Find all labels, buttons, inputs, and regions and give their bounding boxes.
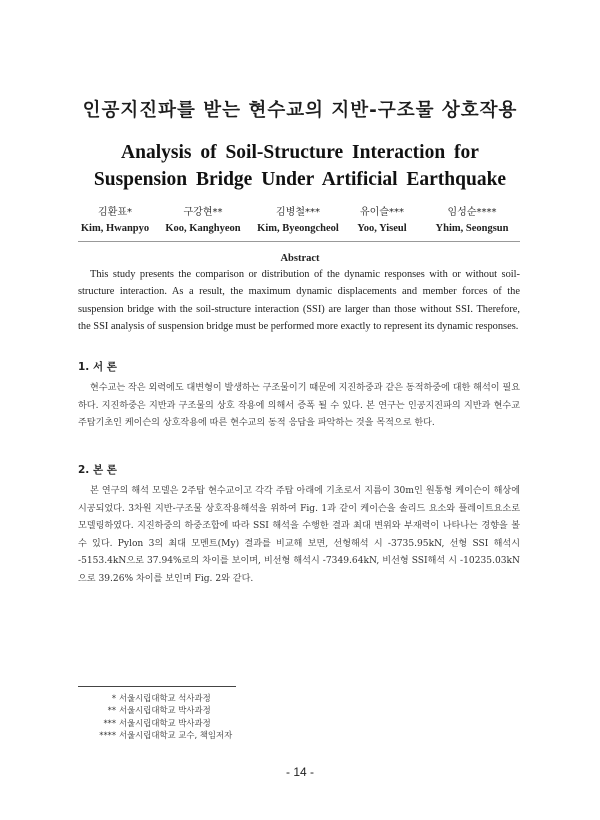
footnote-1-text: 서울시립대학교 석사과정	[119, 693, 211, 703]
footnote-3-text: 서울시립대학교 박사과정	[119, 717, 211, 728]
author-5-korean-name: 임성순****	[447, 207, 497, 218]
footnote-1	[78, 692, 378, 704]
author-2-korean-name: 구강현**	[183, 207, 223, 218]
footnote-1-mark: *	[111, 693, 116, 703]
footnote-4-text: 서울시립대학교 교수, 책임저자	[119, 730, 233, 741]
paper-title-english-line-1: Analysis of Soil-Structure Interaction for	[121, 142, 479, 163]
abstract-text: This study presents the comparison or distribution of the dynamic responses with or without soil-structure interaction. As a result, the maximum dynamic displacements and member forces of the suspension bridge with the soil-structure interaction (SSI) are larger than those without SSI. Therefore, the SSI analysis of suspension bridge must be performed more exactly to represent its dynamic responses.	[78, 269, 520, 333]
author-3-english-name: Kim, Byeongcheol	[257, 223, 339, 234]
section-1-heading: 1. 서 론	[78, 361, 117, 373]
page-number: - 14 -	[285, 765, 314, 779]
footnote-3-mark: ***	[103, 717, 116, 728]
footnote-2-mark: **	[107, 705, 116, 716]
footnote-3	[78, 717, 378, 729]
author-list	[80, 203, 509, 239]
footnote-2	[78, 704, 378, 716]
section-1-text: 현수교는 작은 외력에도 대변형이 발생하는 구조물이기 때문에 지진하중과 같은 동적하중에 대한 해석이 필요하다. 지진하중은 지반과 구조물의 상호 작용에 의해서 증폭 될 수 있다. 본 연구는 인공지진파의 지반과 현수교 주탑기초인 케이슨의 상호작용에 따른 현수교의 동적 응답을 파악하는 것을 목적으로 한다.	[78, 383, 520, 429]
section-2-text: 본 연구의 해석 모델은 2주탑 현수교이고 각각 주탑 아래에 기초로서 지름이 30m인 원통형 케이슨이 해상에 시공되었다. 3차원 지반-구조물 상호작용해석을 위하여 Fig. 1과 같이 케이슨을 솔리드 요소와 플레이트요소로 모델링하였다. 지진하중의 하중조합에 따라 SSI 해석을 수행한 결과 최대 변위와 부재력이 나타나는 경향을 볼 수 있다. Pylon 3의 최대 모멘트(My) 결과를 비교해 보면, 선형해석 시 -3735.95kN, 선형 SSI 해석시 -5153.4kN으로 37.94%로의 차이를 보이며, 비선형 해석시 -7349.64kN, 비선형 SSI해석 시 -10235.03kN으로 39.26% 차이를 보인며 Fig. 2와 같다.	[78, 486, 520, 584]
footnote-2-text: 서울시립대학교 박사과정	[119, 705, 211, 716]
author-4	[342, 203, 422, 234]
author-1-english-name: Kim, Hwanpyo	[80, 223, 150, 234]
header-divider	[78, 241, 520, 242]
abstract-heading: Abstract	[280, 253, 320, 264]
author-3	[248, 203, 348, 234]
paper-title-english-line-2: Suspension Bridge Under Artificial Earthquake	[93, 169, 507, 190]
footnote-4	[78, 729, 378, 741]
author-4-korean-name: 유이슬***	[360, 207, 404, 218]
author-3-korean-name: 김병철***	[276, 207, 320, 218]
author-5	[422, 203, 522, 234]
footnote-rule	[78, 686, 236, 687]
footnotes	[78, 692, 378, 742]
author-1	[80, 203, 150, 234]
author-1-korean-name: 김환표*	[98, 207, 132, 218]
section-2-heading: 2. 본 론	[78, 464, 117, 476]
author-2	[158, 203, 248, 234]
author-2-english-name: Koo, Kanghyeon	[165, 223, 241, 234]
author-5-english-name: Yhim, Seongsun	[435, 223, 509, 234]
footnote-4-mark: ****	[99, 730, 116, 741]
paper-title-korean: 인공지진파를 받는 현수교의 지반-구조물 상호작용	[82, 100, 518, 121]
author-4-english-name: Yoo, Yiseul	[357, 223, 407, 234]
